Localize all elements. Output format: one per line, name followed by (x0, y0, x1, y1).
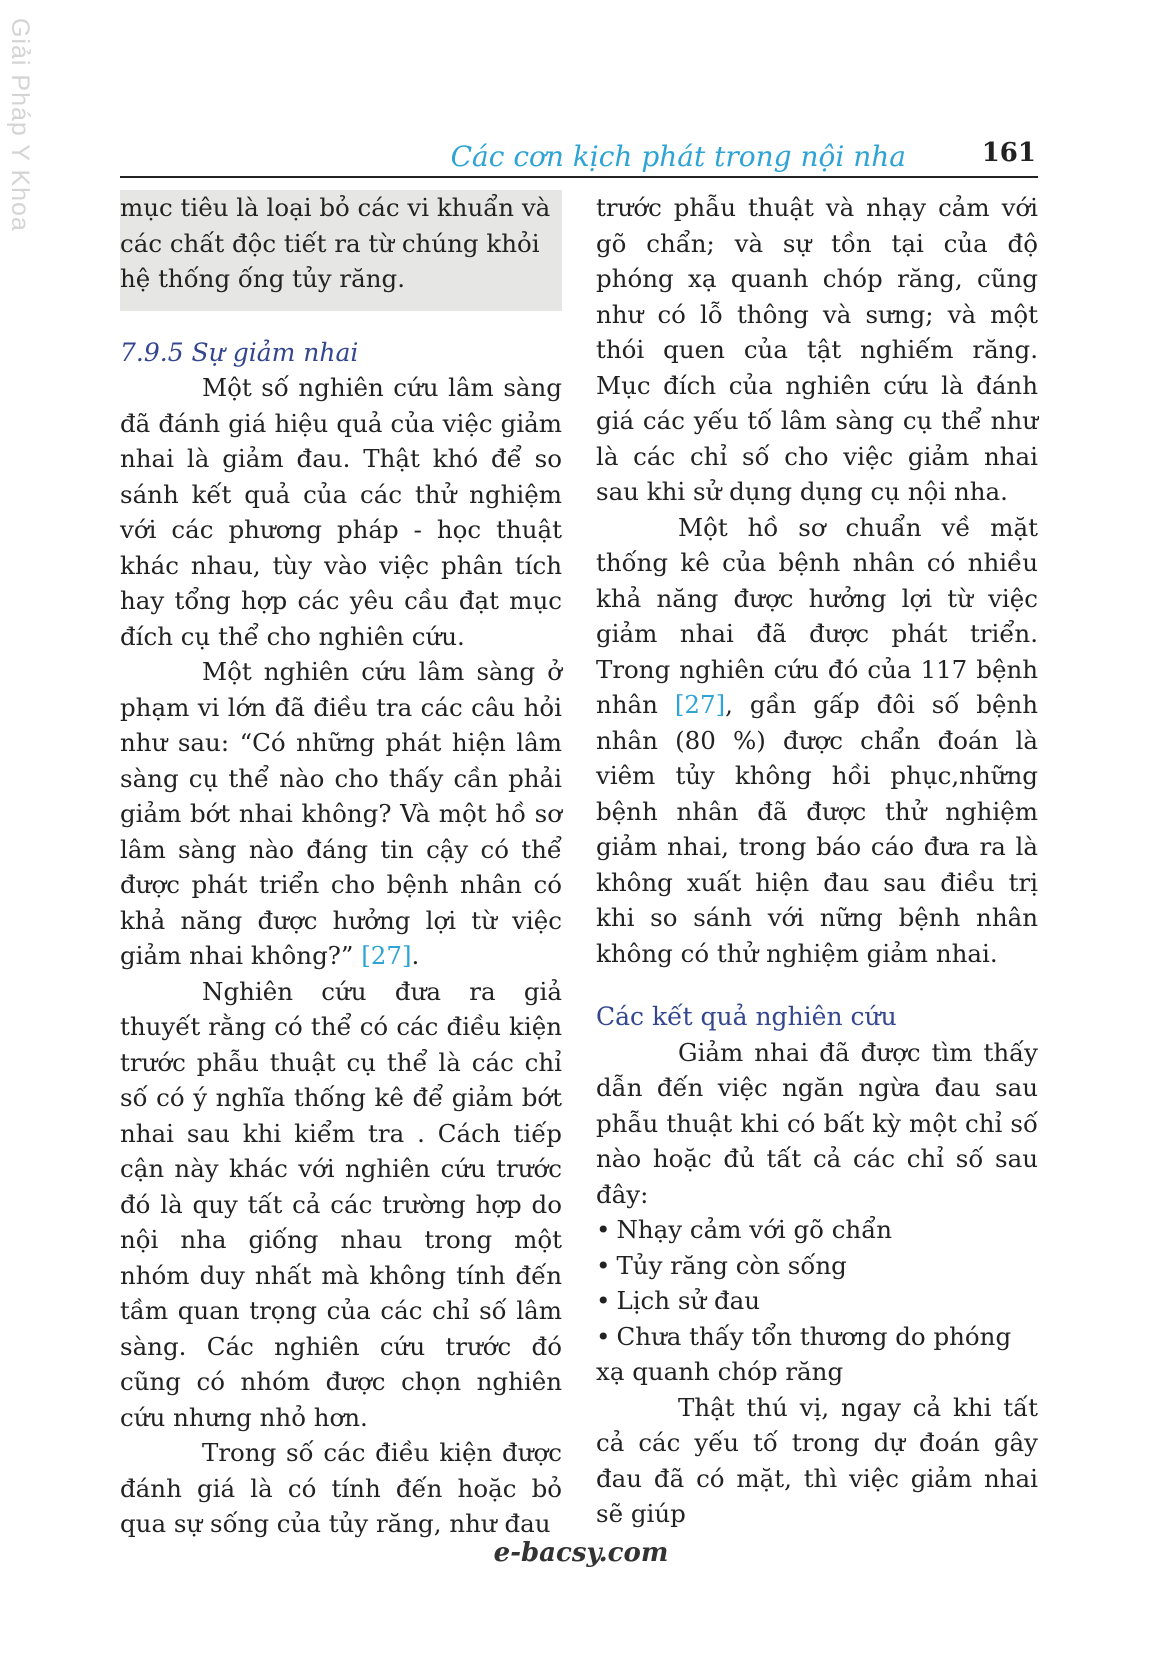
bullet-icon: • (596, 1321, 611, 1351)
list-item-text: Nhạy cảm với gõ chẩn (616, 1215, 892, 1244)
list-item-text: Chưa thấy tổn thương do phóng xạ quanh chóp răng (596, 1321, 1012, 1386)
left-column (120, 190, 562, 1542)
paragraph-text: Một nghiên cứu lâm sàng ở phạm vi lớn đã điều tra các câu hỏi như sau: “Có những phát hiện lâm sàng cụ thể nào cho thấy cần phải giảm bớt nhai không? Và một hồ sơ lâm sàng nào đáng tin cậy có thể được phát triển cho bệnh nhân có khả năng được hưởng lợi từ việc giảm nhai không?” (120, 657, 562, 970)
list-item-text: Lịch sử đau (616, 1286, 761, 1315)
section-heading: 7.9.5 Sự giảm nhai (120, 337, 359, 367)
list-item-text: Tủy răng còn sống (616, 1250, 847, 1280)
bullet-icon: • (596, 1215, 611, 1244)
right-column (596, 190, 1038, 1532)
paragraph: Giảm nhai đã được tìm thấy dẫn đến việc ngăn ngừa đau sau phẫu thuật khi có bất kỳ một chỉ số nào hoặc đủ tất cả các chỉ số sau đây: (596, 1037, 1038, 1209)
running-header (120, 136, 1038, 178)
page-number: 161 (981, 138, 1036, 168)
list-item (596, 1319, 1038, 1390)
bullet-list (596, 1212, 1038, 1390)
paragraph-with-citation (596, 510, 1038, 972)
paragraph-text: , gần gấp đôi số bệnh nhân (80 %) được chẩn đoán là viêm tủy không hồi phục,những bệnh nhân đã được thử nghiệm giảm nhai, trong báo cáo đưa ra là không xuất hiện đau sau điều trị khi so sánh với nững bệnh nhân không có thử nghiệm giảm nhai. (596, 690, 1039, 968)
footer-site: e-bacsy.com (493, 1538, 669, 1568)
paragraph: Một số nghiên cứu lâm sàng đã đánh giá hiệu quả của việc giảm nhai là giảm đau. Thật khó để so sánh kết quả của các thử nghiệm với các phương pháp - học thuật khác nhau, tùy vào việc phân tích hay tổng hợp các yêu cầu đạt mục đích cụ thể cho nghiên cứu. (120, 373, 562, 651)
paragraph-with-citation (120, 654, 562, 974)
list-item (596, 1248, 1038, 1284)
paragraph: trước phẫu thuật và nhạy cảm với gõ chẩn; và sự tồn tại của độ phóng xạ quanh chóp răng, cũng như có lỗ thông và sưng; và một thói quen của tật nghiếm răng. Mục đích của nghiên cứu là đánh giá các yếu tố lâm sàng cụ thể như là các chỉ số cho việc giảm nhai sau khi sử dụng dụng cụ nội nha. (596, 193, 1038, 506)
bullet-icon: • (596, 1286, 611, 1315)
subheading: Các kết quả nghiên cứu (596, 1002, 897, 1031)
paragraph: Trong số các điều kiện được đánh giá là có tính đến hoặc bỏ qua sự sống của tủy răng, như đau (120, 1438, 562, 1538)
highlight-paragraph: mục tiêu là loại bỏ các vi khuẩn và các chất độc tiết ra từ chúng khỏi hệ thống ống tủy răng. (120, 193, 551, 293)
running-title: Các cơn kịch phát trong nội nha (450, 140, 906, 173)
citation-link[interactable]: [27] (674, 690, 726, 719)
paragraph-end: . (411, 941, 420, 970)
side-watermark: Giải Pháp Y Khoa (6, 18, 34, 232)
paragraph: Thật thú vị, ngay cả khi tất cả các yếu tố trong dự đoán gây đau đã có mặt, thì việc giảm nhai sẽ giúp (596, 1392, 1038, 1528)
paragraph: Nghiên cứu đưa ra giả thuyết rằng có thể có các điều kiện trước phẫu thuật cụ thể là các chỉ số có ý nghĩa thống kê để giảm bớt nhai sau khi kiểm tra . Cách tiếp cận này khác với nghiên cứu trước đó là quy tất cả các trường hợp do nội nha giống nhau trong một nhóm duy nhất mà không tính đến tầm quan trọng của các chỉ số lâm sàng. Các nghiên cứu trước đó cũng có nhóm được chọn nghiên cứu nhưng nhỏ hơn. (120, 976, 562, 1432)
list-item (596, 1283, 1038, 1319)
bullet-icon: • (596, 1250, 611, 1280)
citation-link[interactable]: [27] (361, 941, 412, 970)
highlight-box (120, 190, 562, 311)
list-item (596, 1212, 1038, 1248)
paragraph-text: Một hồ sơ chuẩn về mặt thống kê của bệnh nhân có nhiều khả năng được hưởng lợi từ việc giảm nhai đã được phát triển. Trong nghiên cứu đó của 117 bệnh nhân (596, 512, 1038, 719)
